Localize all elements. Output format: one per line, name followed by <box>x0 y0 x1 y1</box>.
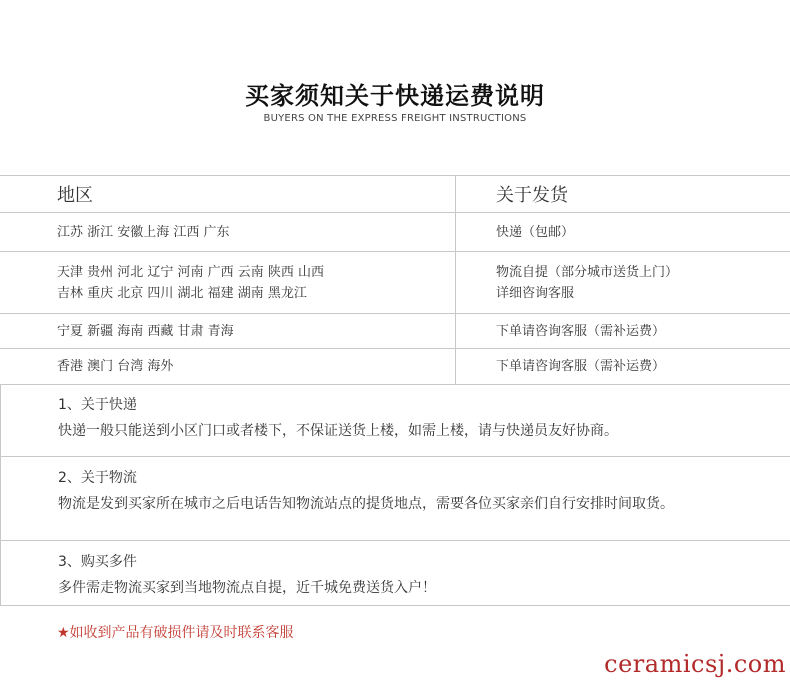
delivery-line: 详细咨询客服 <box>496 285 575 301</box>
delivery-cell <box>456 213 790 252</box>
delivery-line: 快递（包邮） <box>496 224 575 240</box>
note-body: 快递一般只能送到小区门口或者楼下，不保证送货上楼，如需上楼，请与快递员友好协商。 <box>58 423 618 439</box>
table-header-row <box>0 176 790 213</box>
region-line: 香港 澳门 台湾 海外 <box>57 359 174 374</box>
note-body: 物流是发到买家所在城市之后电话告知物流站点的提货地点，需要各位买家亲们自行安排时间取货。 <box>58 496 674 512</box>
header-region: 地区 <box>0 176 456 213</box>
region-cell <box>0 349 456 385</box>
region-cell <box>0 213 456 252</box>
notes-section <box>0 384 790 606</box>
region-cell <box>0 252 456 314</box>
page-title: 买家须知关于快递运费说明 <box>245 82 545 110</box>
table-row <box>0 314 790 349</box>
delivery-line: 下单请咨询客服（需补运费） <box>496 359 666 374</box>
page-subtitle: BUYERS ON THE EXPRESS FREIGHT INSTRUCTIONS <box>263 113 527 124</box>
region-cell <box>0 314 456 349</box>
region-line: 吉林 重庆 北京 四川 湖北 福建 湖南 黑龙江 <box>57 285 307 301</box>
table-row <box>0 252 790 314</box>
note-multiple-items <box>0 541 790 606</box>
delivery-cell <box>456 314 790 349</box>
note-heading: 2、关于物流 <box>58 470 137 486</box>
shipping-table <box>0 175 790 385</box>
table-row <box>0 213 790 252</box>
region-line: 江苏 浙江 安徽上海 江西 广东 <box>57 224 230 240</box>
damage-warning: ★如收到产品有破损件请及时联系客服 <box>57 625 294 641</box>
site-watermark: ceramicsj.com <box>604 650 786 678</box>
note-heading: 3、购买多件 <box>58 554 137 570</box>
delivery-cell <box>456 349 790 385</box>
region-line: 宁夏 新疆 海南 西藏 甘肃 青海 <box>57 323 234 339</box>
table-row <box>0 349 790 385</box>
note-body: 多件需走物流买家到当地物流点自提，近千城免费送货入户！ <box>58 580 436 596</box>
delivery-line: 物流自提（部分城市送货上门） <box>496 264 679 280</box>
delivery-cell <box>456 252 790 314</box>
region-line: 天津 贵州 河北 辽宁 河南 广西 云南 陕西 山西 <box>57 264 325 280</box>
delivery-line: 下单请咨询客服（需补运费） <box>496 323 666 339</box>
note-logistics <box>0 457 790 541</box>
note-express <box>0 384 790 457</box>
note-heading: 1、关于快递 <box>58 397 137 413</box>
header-delivery: 关于发货 <box>456 176 790 213</box>
